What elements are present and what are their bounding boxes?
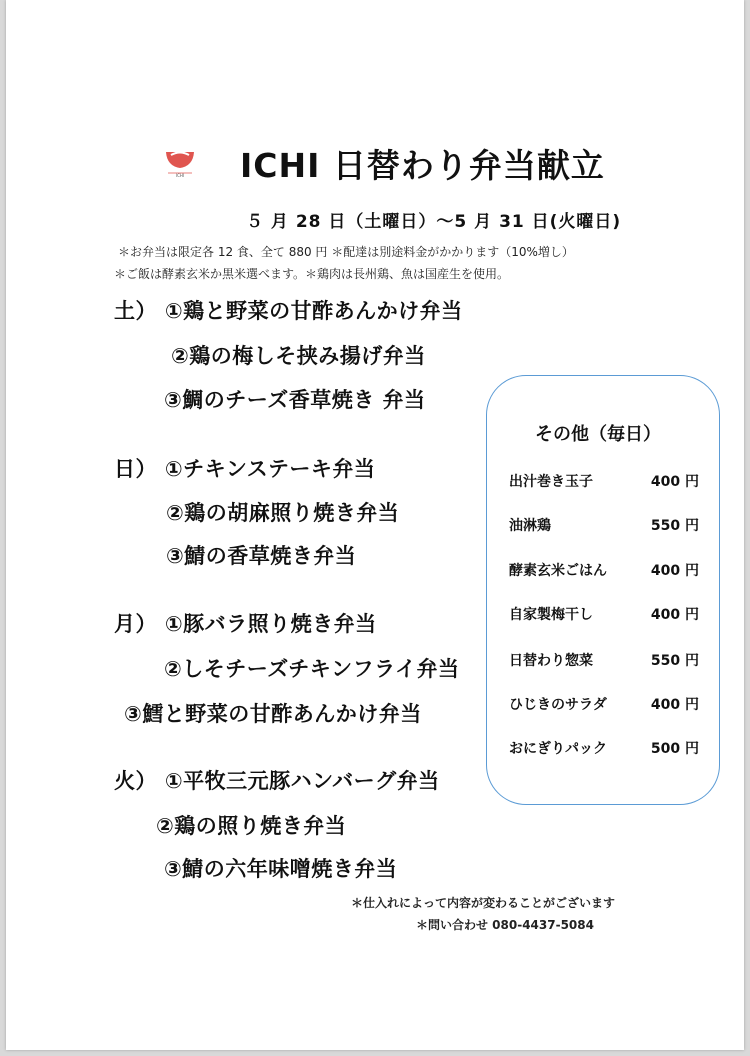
others-title: その他（毎日） (535, 424, 661, 445)
others-item (509, 650, 709, 670)
others-item-name: 自家製梅干し (509, 607, 593, 623)
others-item (509, 515, 709, 535)
date-range: ５ 月 28 日（土曜日）～5 月 31 日(火曜日) (246, 212, 622, 232)
logo-text: ICHI (175, 173, 185, 178)
note-price: ＊お弁当は限定各 12 食、全て 880 円 ＊配達は別途料金がかかります（10%増し） (118, 245, 574, 259)
note-rice: ＊ご飯は酵素玄米か黒米選べます。＊鶏肉は長州鶏、魚は国産生を使用。 (114, 267, 510, 281)
others-item (509, 694, 709, 714)
menu-sat-item-3: ③鯛のチーズ香草焼き 弁当 (164, 388, 426, 412)
menu-mon-item-3: ③鱈と野菜の甘酢あんかけ弁当 (124, 702, 422, 726)
others-item-name: 出汁巻き玉子 (509, 474, 593, 490)
menu-mon-item-1 (114, 608, 377, 638)
menu-sat-item-2: ②鶏の梅しそ挟み揚げ弁当 (171, 344, 426, 368)
others-item-price: 400 円 (650, 563, 699, 579)
day-label-sat: 土） (114, 299, 157, 323)
others-item-name: 日替わり惣菜 (509, 653, 593, 669)
dish-name: ①チキンステーキ弁当 (164, 457, 376, 481)
others-item-name: おにぎりパック (509, 741, 607, 757)
others-item-name: 酵素玄米ごはん (509, 563, 607, 579)
day-label-tue: 火） (114, 769, 157, 793)
menu-sheet (6, 0, 744, 1050)
others-item-price: 550 円 (650, 518, 699, 534)
menu-tue-item-3: ③鯖の六年味噌焼き弁当 (164, 857, 398, 881)
menu-mon-item-2: ②しそチーズチキンフライ弁当 (164, 657, 460, 681)
menu-tue-item-1 (114, 765, 440, 795)
day-label-sun: 日） (114, 457, 157, 481)
others-item-price: 400 円 (650, 474, 699, 490)
menu-sun-item-1 (114, 453, 375, 483)
footer-contact: ＊問い合わせ 080-4437-5084 (416, 918, 594, 932)
menu-sun-item-2: ②鶏の胡麻照り焼き弁当 (166, 501, 400, 525)
menu-sat-item-1 (114, 295, 463, 325)
menu-sun-item-3: ③鯖の香草焼き弁当 (166, 544, 357, 568)
dish-name: ①平牧三元豚ハンバーグ弁当 (164, 769, 440, 793)
bowl-logo-icon (163, 146, 197, 180)
footer-note: ＊仕入れによって内容が変わることがございます (351, 896, 616, 910)
menu-tue-item-2: ②鶏の照り焼き弁当 (156, 814, 347, 838)
others-item-name: 油淋鶏 (509, 518, 551, 534)
dish-name: ①鶏と野菜の甘酢あんかけ弁当 (164, 299, 463, 323)
day-label-mon: 月） (114, 612, 157, 636)
others-item (509, 560, 709, 580)
others-item (509, 604, 709, 624)
others-item-price: 400 円 (650, 607, 699, 623)
others-item-price: 400 円 (650, 697, 699, 713)
others-item-price: 500 円 (650, 741, 699, 757)
others-item-name: ひじきのサラダ (509, 697, 607, 713)
others-item-price: 550 円 (650, 653, 699, 669)
dish-name: ①豚バラ照り焼き弁当 (164, 612, 377, 636)
page-title: ICHI 日替わり弁当献立 (240, 146, 605, 185)
others-menu-box (486, 375, 720, 805)
others-item (509, 738, 709, 758)
others-item (509, 471, 709, 491)
